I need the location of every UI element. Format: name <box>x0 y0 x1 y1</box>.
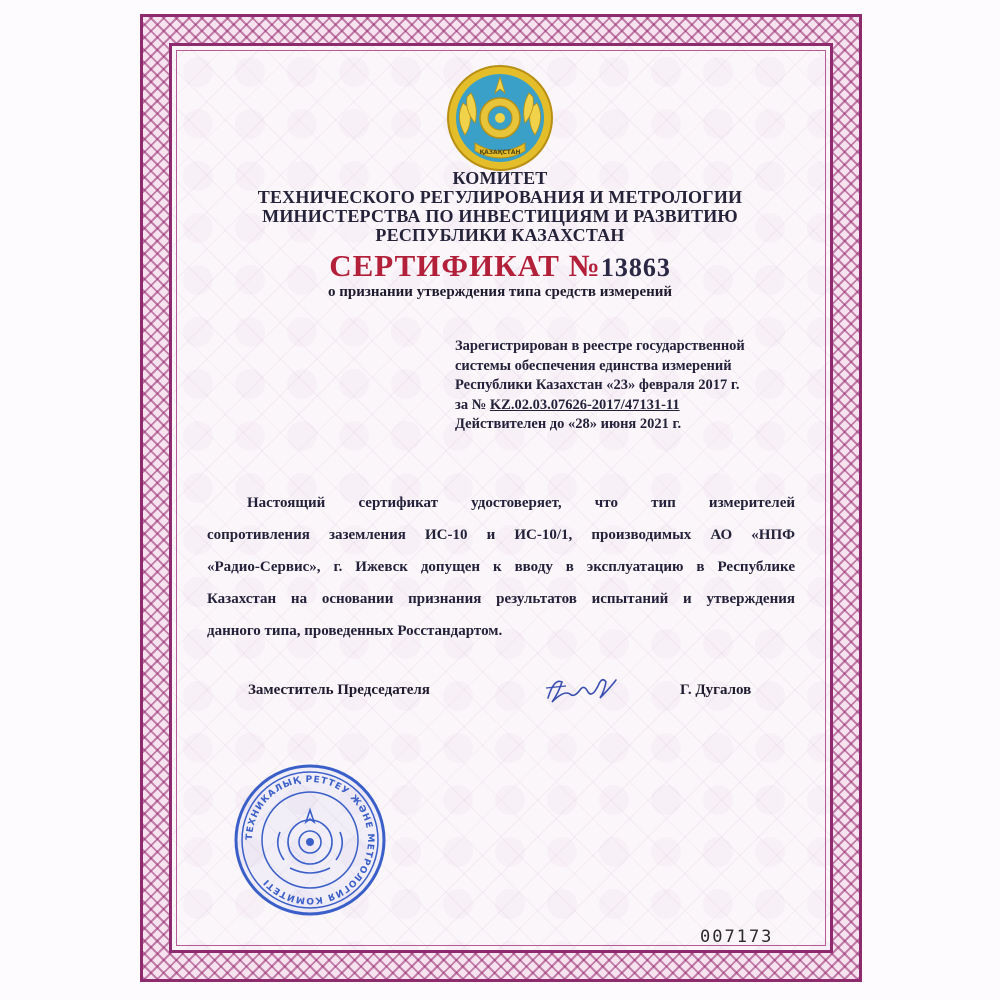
committee-heading-line3: МИНИСТЕРСТВА ПО ИНВЕСТИЦИЯМ И РАЗВИТИЮ <box>262 206 738 226</box>
registration-number-line <box>455 396 815 416</box>
certificate-title <box>180 249 820 285</box>
validity-line: Действителен до «28» июня 2021 г. <box>455 416 682 432</box>
committee-heading-line4: РЕСПУБЛИКИ КАЗАХСТАН <box>375 225 625 245</box>
registration-line: системы обеспечения единства измерений <box>455 357 732 374</box>
svg-text:ҚАЗАҚСТАН: ҚАЗАҚСТАН <box>479 149 521 156</box>
body-line: Настоящий сертификат удостоверяет, что тип измерителей <box>247 495 795 511</box>
committee-heading: КОМИТЕТ <box>452 168 548 188</box>
official-seal-icon <box>232 762 388 918</box>
certificate-body <box>207 487 795 647</box>
registration-line: Зарегистрирован в реестре государственной <box>455 338 745 354</box>
registration-number-prefix: за № <box>455 396 490 413</box>
certificate-subtitle: о признании утверждения типа средств измерений <box>327 284 673 300</box>
handwritten-signature <box>540 668 620 710</box>
state-emblem-icon <box>445 63 555 173</box>
body-line: «Радио-Сервис», г. Ижевск допущен к вводу в эксплуатацию в Республике <box>207 559 795 575</box>
svg-text:ТЕХНИКАЛЫҚ РЕТТЕУ ЖӘНЕ МЕТРОЛО: ТЕХНИКАЛЫҚ РЕТТЕУ ЖӘНЕ МЕТРОЛОГИЯ КОМИТЕТІ <box>244 774 376 906</box>
body-line: данного типа, проведенных Росстандартом. <box>207 623 503 639</box>
registration-block <box>455 337 815 435</box>
body-line: сопротивления заземления ИС-10 и ИС-10/1, производимых АО «НПФ <box>207 527 795 543</box>
certificate-title-label: СЕРТИФИКАТ № <box>329 248 601 283</box>
registration-number: KZ.02.03.07626-2017/47131-11 <box>489 396 680 413</box>
signatory-title: Заместитель Председателя <box>248 682 430 698</box>
registration-line: Республики Казахстан «23» февраля 2017 г. <box>455 377 740 393</box>
serial-number: 007173 <box>700 927 774 947</box>
committee-heading-line2: ТЕХНИЧЕСКОГО РЕГУЛИРОВАНИЯ И МЕТРОЛОГИИ <box>257 187 743 207</box>
signatory-name: Г. Дугалов <box>680 682 752 698</box>
body-line: Казахстан на основании признания результатов испытаний и утверждения <box>207 591 795 607</box>
certificate-number: 13863 <box>600 253 671 282</box>
